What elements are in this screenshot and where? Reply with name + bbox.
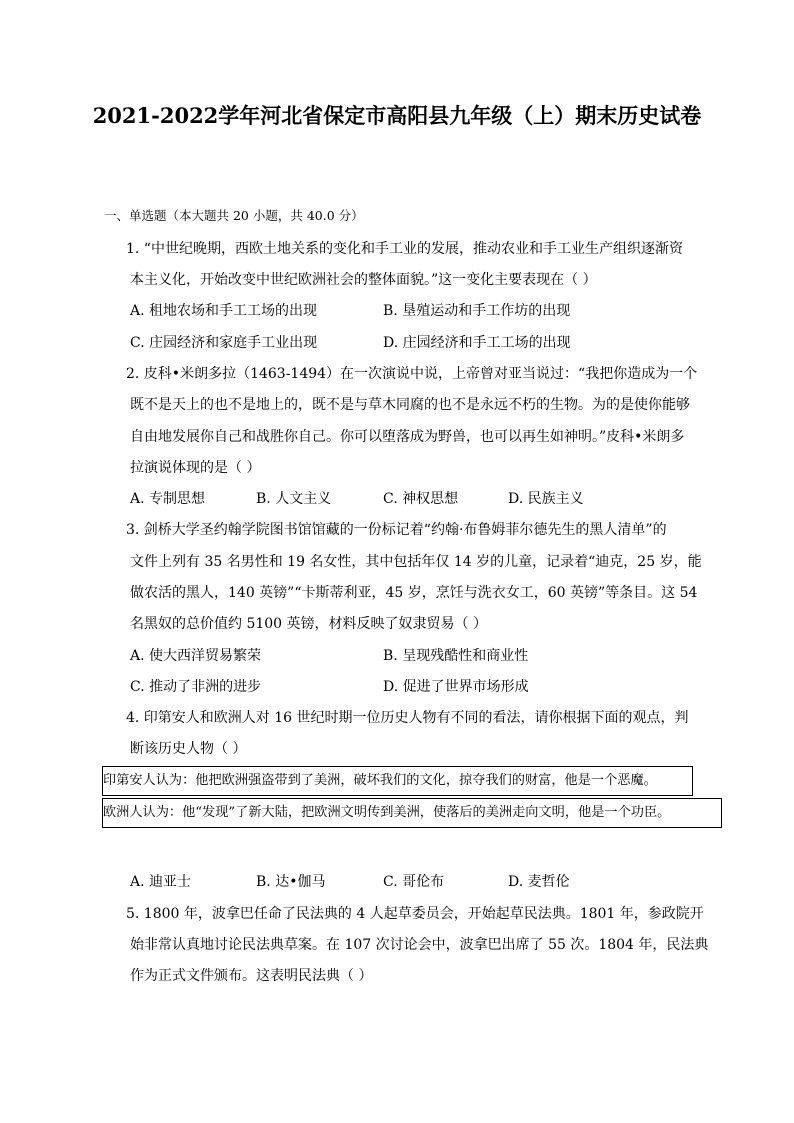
q2-line-3: 自由地发展你自己和战胜你自己。你可以堕落成为野兽，也可以再生如神明。”皮科•米朗多 bbox=[130, 429, 685, 445]
q4-option-a: A. 迪亚士 bbox=[130, 874, 192, 890]
q4-quote-european: 欧洲人认为：他“发现”了新大陆，把欧洲文明传到美洲，使落后的美洲走向文明，他是一个功臣。 bbox=[102, 798, 722, 828]
q5-line-3: 作为正式文件颁布。这表明民法典（ ） bbox=[130, 968, 373, 984]
q3-line-2: 文件上列有 35 名男性和 19 名女性，其中包括年仅 14 岁的儿童，记录着“迪克，25 岁，能 bbox=[130, 554, 702, 570]
q2-option-d: D. 民族主义 bbox=[508, 491, 584, 507]
q3-line-3: 做农活的黑人，140 英镑”“卡斯蒂利亚，45 岁，烹饪与洗衣女工，60 英镑”等条目。这 54 bbox=[130, 585, 698, 601]
q5-line-2: 始非常认真地讨论民法典草案。在 107 次讨论会中，波拿巴出席了 55 次。1804 年，民法典 bbox=[130, 937, 709, 953]
q1-line-2: 本主义化，开始改变中世纪欧洲社会的整体面貌。”这一变化主要表现在（ ） bbox=[130, 272, 597, 288]
q3-line-4: 名黑奴的总价值约 5100 英镑，材料反映了奴隶贸易（ ） bbox=[130, 616, 487, 632]
q2-option-b: B. 人文主义 bbox=[256, 491, 332, 507]
q5-line-1: 5. 1800 年，波拿巴任命了民法典的 4 人起草委员会，开始起草民法典。1801 年，参政院开 bbox=[126, 906, 704, 922]
q4-option-b: B. 达•伽马 bbox=[256, 874, 326, 890]
q3-option-c: C. 推动了非洲的进步 bbox=[130, 679, 262, 695]
section-header: 一、单选题（本大题共 20 小题，共 40.0 分） bbox=[104, 208, 364, 223]
q1-option-a: A. 租地农场和手工工场的出现 bbox=[130, 303, 318, 319]
q2-option-a: A. 专制思想 bbox=[130, 491, 206, 507]
q4-line-1: 4. 印第安人和欧洲人对 16 世纪时期一位历史人物有不同的看法，请你根据下面的观点，判 bbox=[126, 710, 689, 726]
q1-option-b: B. 垦殖运动和手工作坊的出现 bbox=[383, 303, 571, 319]
page-title: 2021-2022学年河北省保定市高阳县九年级（上）期末历史试卷 bbox=[92, 103, 702, 128]
q3-option-a: A. 使大西洋贸易繁荣 bbox=[130, 648, 262, 664]
q1-line-1: 1. “中世纪晚期，西欧土地关系的变化和手工业的发展，推动农业和手工业生产组织逐渐资 bbox=[126, 241, 683, 257]
q4-option-d: D. 麦哲伦 bbox=[508, 874, 570, 890]
q3-option-b: B. 呈现残酷性和商业性 bbox=[383, 648, 529, 664]
q2-line-1: 2. 皮科•米朗多拉（1463-1494）在一次演说中说，上帝曾对亚当说过：“我把你造成为一个 bbox=[126, 366, 698, 382]
q4-line-2: 断该历史人物（ ） bbox=[130, 741, 247, 757]
q3-option-d: D. 促进了世界市场形成 bbox=[383, 679, 529, 695]
q2-line-2: 既不是天上的也不是地上的，既不是与草木同腐的也不是永远不朽的生物。为的是使你能够 bbox=[130, 397, 690, 413]
q1-option-c: C. 庄园经济和家庭手工业出现 bbox=[130, 335, 318, 351]
q3-line-1: 3. 剑桥大学圣约翰学院图书馆馆藏的一份标记着“约翰·布鲁姆菲尔德先生的黑人清单”的 bbox=[126, 522, 667, 538]
q4-option-c: C. 哥伦布 bbox=[383, 874, 445, 890]
q4-quote-indigenous: 印第安人认为：他把欧洲强盗带到了美洲，破坏我们的文化，掠夺我们的财富，他是一个恶魔。 bbox=[102, 766, 693, 796]
q2-line-4: 拉演说体现的是（ ） bbox=[130, 460, 261, 476]
q2-option-c: C. 神权思想 bbox=[383, 491, 459, 507]
q1-option-d: D. 庄园经济和手工工场的出现 bbox=[383, 335, 571, 351]
